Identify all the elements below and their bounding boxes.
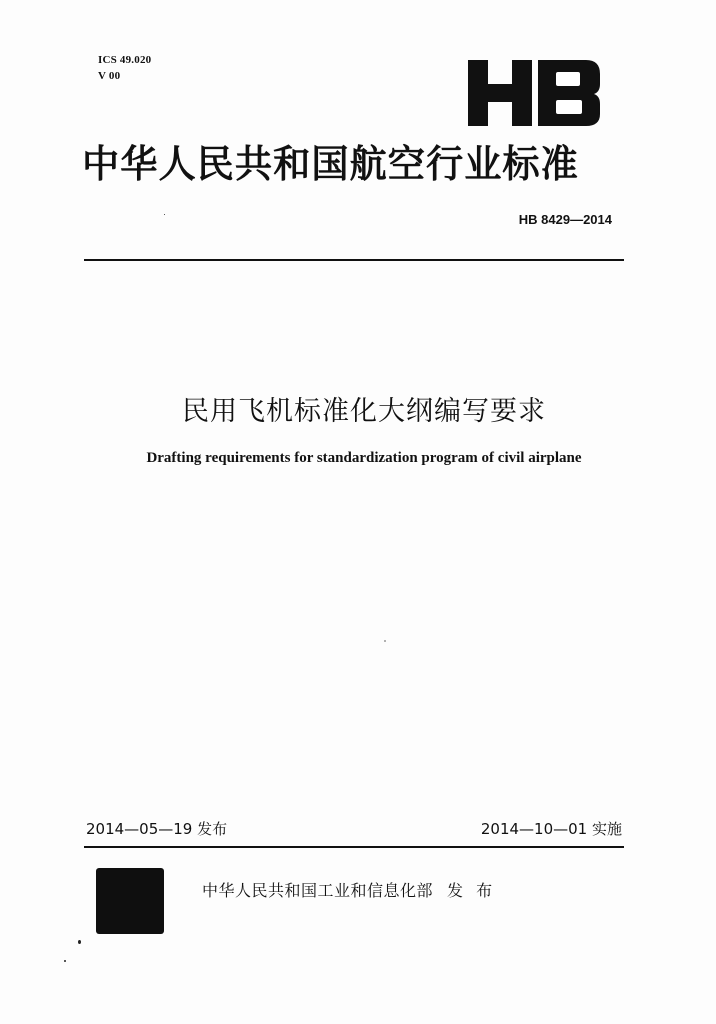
issuer-line [202, 878, 496, 901]
hb-logo [468, 60, 600, 126]
document-title-cn: 民用飞机标准化大纲编写要求 [182, 396, 546, 427]
seal-mark [96, 868, 164, 934]
effective-date: 2014—10—01 实施 [480, 820, 622, 838]
classification-code: V 00 [98, 70, 121, 82]
scan-speck [384, 640, 386, 642]
document-number: HB 8429—2014 [518, 212, 612, 227]
issue-date: 2014—05—19 发布 [86, 820, 228, 838]
ics-code: ICS 49.020 [98, 54, 152, 66]
scan-speck [64, 960, 66, 962]
classification-block [98, 52, 151, 84]
document-title-en: Drafting requirements for standardization program of civil airplane [146, 450, 582, 466]
standard-category-title: 中华人民共和国航空行业标准 [82, 142, 579, 186]
scan-speck [164, 214, 165, 215]
top-divider [84, 259, 624, 261]
issue-action: 发 布 [447, 881, 497, 900]
issuer-name: 中华人民共和国工业和信息化部 [202, 881, 434, 900]
bottom-divider [84, 846, 624, 848]
scan-speck [78, 940, 81, 944]
